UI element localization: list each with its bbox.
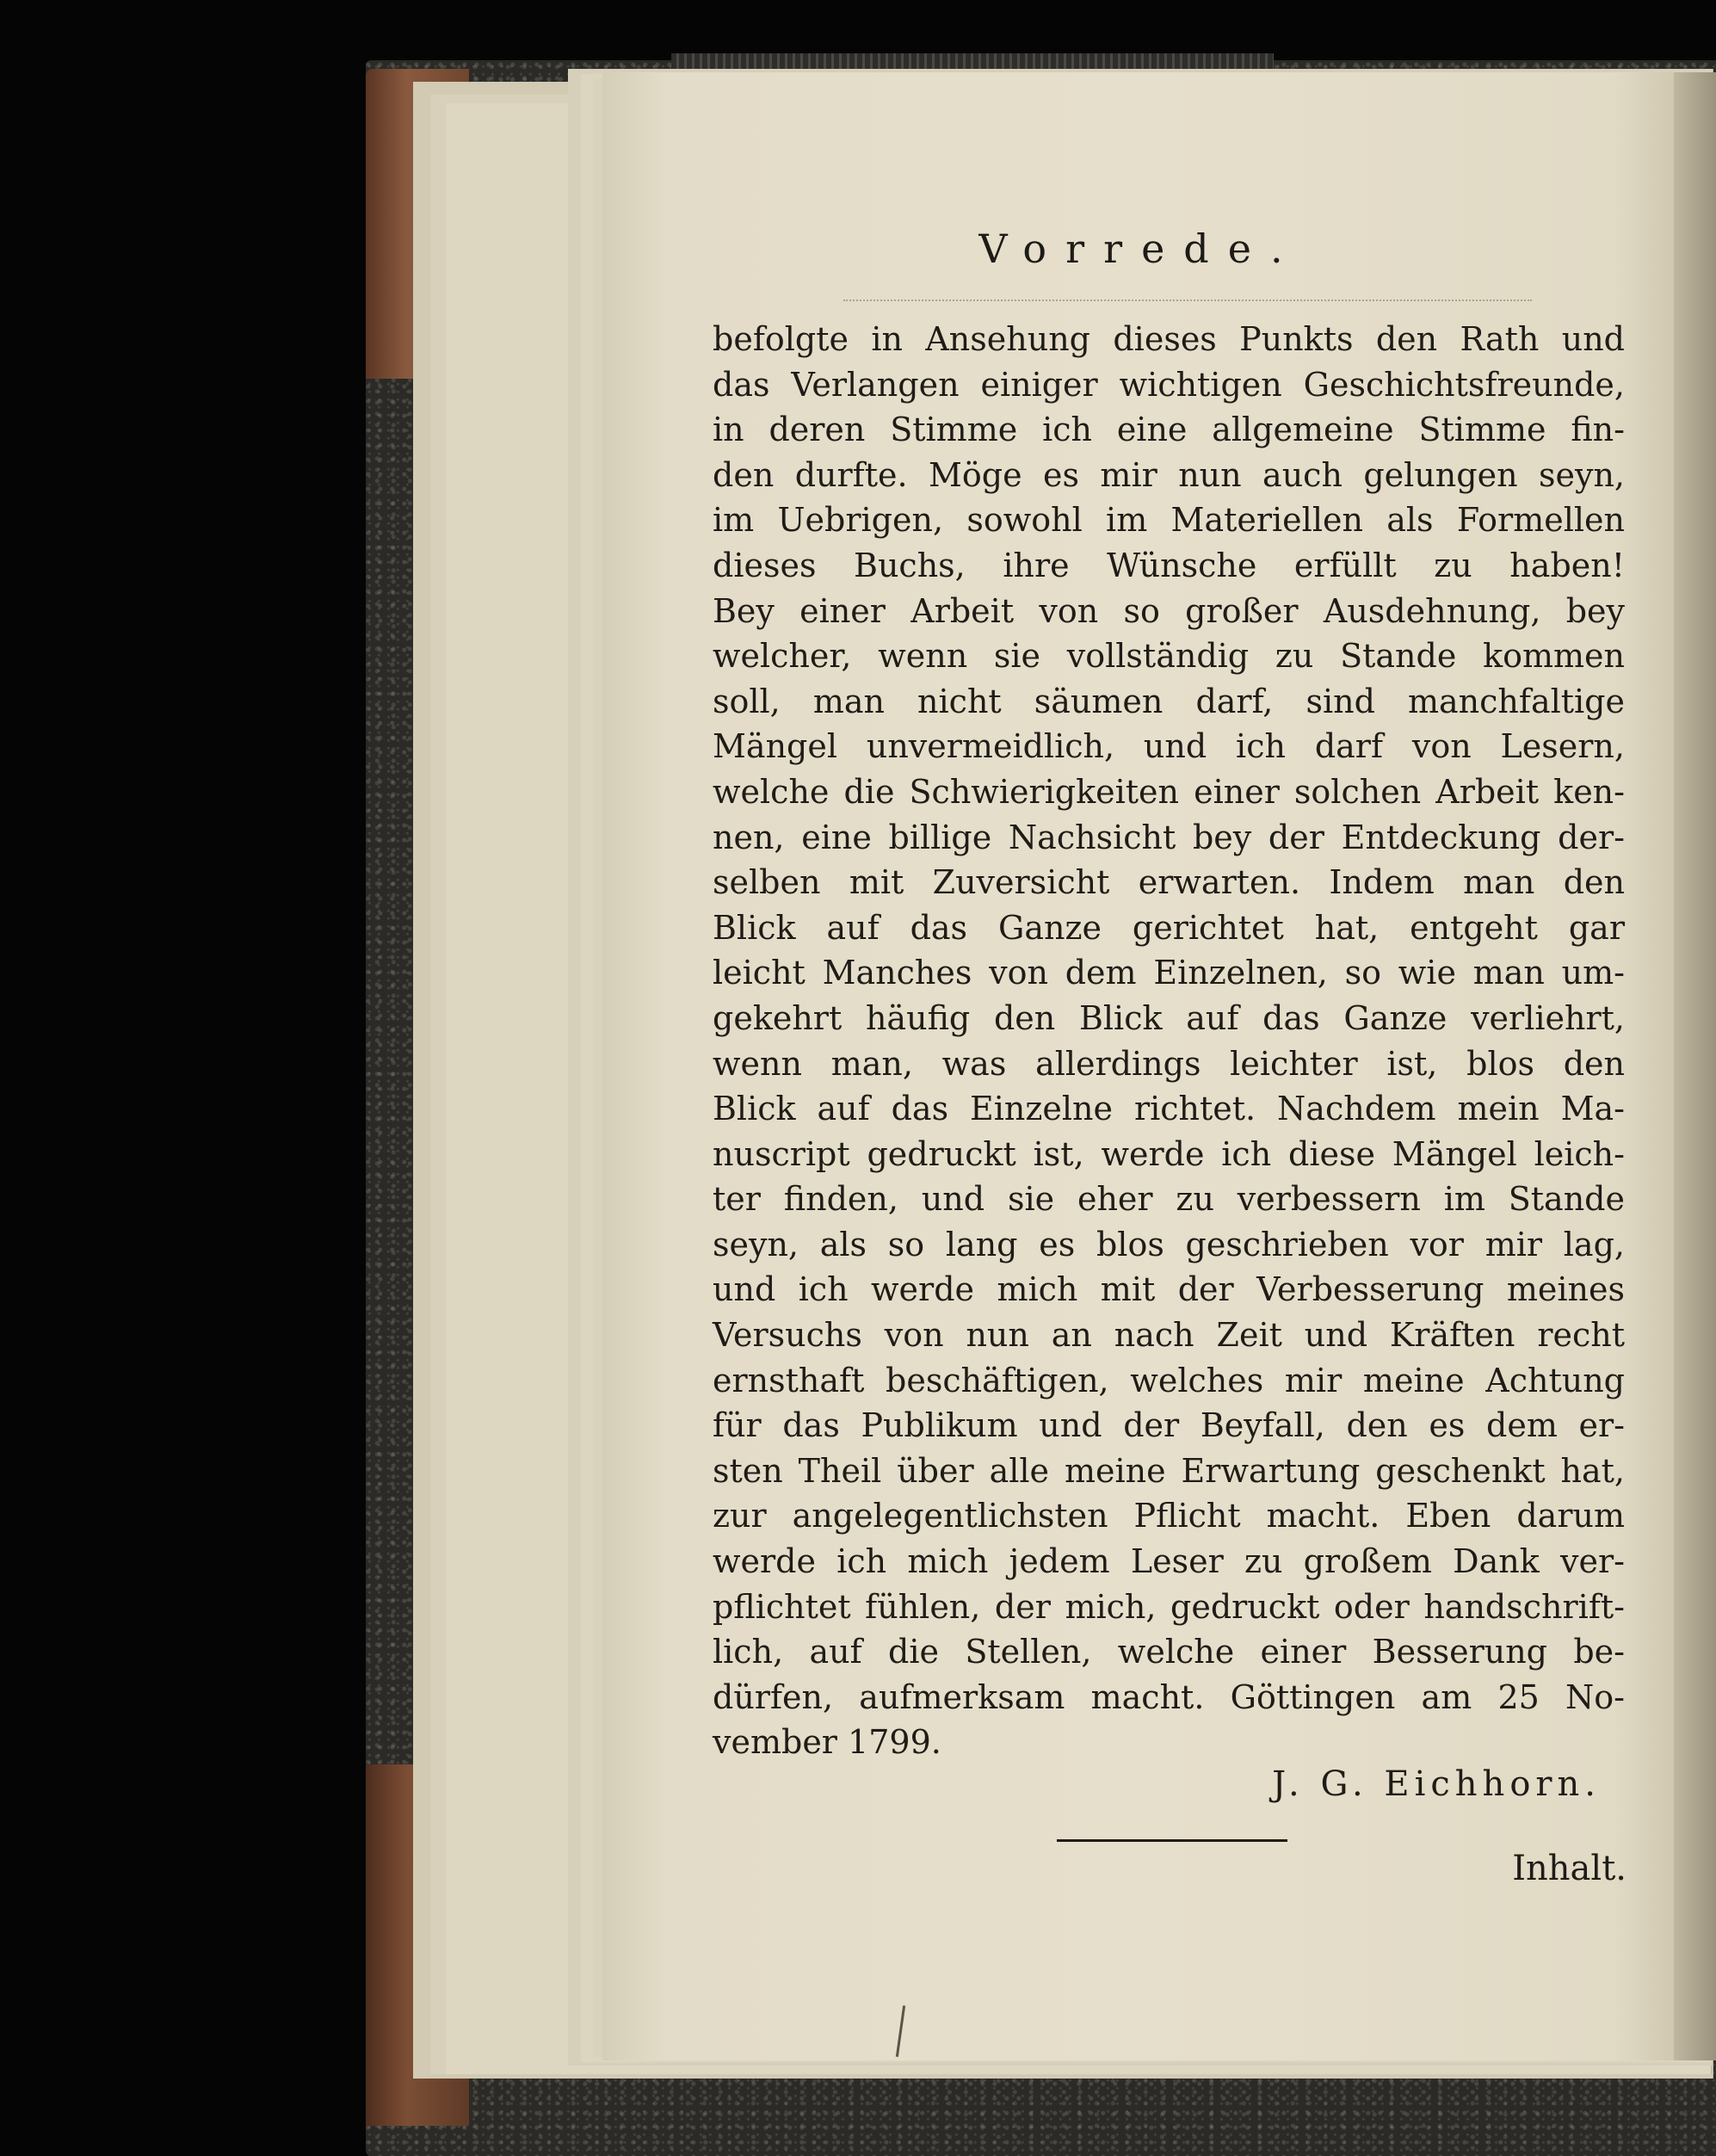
text-line: Blick auf das Einzelne richtet. Nachdem mein Ma- (713, 1090, 1625, 1128)
text-line: welche die Schwierigkeiten einer solchen Arbeit ken- (713, 772, 1625, 811)
text-line: sten Theil über alle meine Erwartung geschenkt hat, (713, 1451, 1625, 1490)
text-line: nen, eine billige Nachsicht bey der Entdeckung der- (713, 818, 1625, 856)
page-gutter-shadow (1674, 72, 1716, 2060)
text-line: soll, man nicht säumen darf, sind manchfaltige (713, 682, 1625, 720)
text-line: befolgte in Ansehung dieses Punkts den Rath und (713, 320, 1625, 358)
text-line: das Verlangen einiger wichtigen Geschichtsfreunde, (713, 365, 1625, 404)
body-text (713, 317, 1625, 1765)
text-line: welcher, wenn sie vollständig zu Stande kommen (713, 637, 1625, 676)
text-line: Bey einer Arbeit von so großer Ausdehnung, bey (713, 591, 1625, 630)
text-line: Versuchs von nun an nach Zeit und Kräften recht (713, 1316, 1625, 1355)
text-line: gekehrt häufig den Blick auf das Ganze verliehrt, (713, 998, 1625, 1037)
text-line: wenn man, was allerdings leichter ist, blos den (713, 1044, 1625, 1083)
text-line: werde ich mich jedem Leser zu großem Dank ver- (713, 1542, 1625, 1581)
text-line: selben mit Zuversicht erwarten. Indem man den (713, 863, 1625, 902)
text-line: ter finden, und sie eher zu verbessern im Stande (713, 1180, 1625, 1219)
text-line: für das Publikum und der Beyfall, den es dem er- (713, 1406, 1625, 1445)
text-line: seyn, als so lang es blos geschrieben vor mir lag, (713, 1225, 1625, 1263)
text-line: nuscript gedruckt ist, werde ich diese Mängel leich- (713, 1134, 1625, 1173)
signature-rule (1057, 1839, 1287, 1842)
text-line: den durfte. Möge es mir nun auch gelungen seyn, (713, 455, 1625, 494)
text-line: im Uebrigen, sowohl im Materiellen als Formellen (713, 501, 1625, 540)
text-line: leicht Manches von dem Einzelnen, so wie man um- (713, 954, 1625, 992)
text-line: in deren Stimme ich eine allgemeine Stimme fin- (713, 411, 1625, 449)
author-signature: J. G. Eichhorn. (1272, 1764, 1601, 1804)
text-line: und ich werde mich mit der Verbesserung meines (713, 1270, 1625, 1309)
text-line: lich, auf die Stellen, welche einer Besserung be- (713, 1633, 1625, 1671)
text-line: Blick auf das Ganze gerichtet hat, entgeht gar (713, 908, 1625, 947)
text-line: vember 1799. (713, 1723, 941, 1762)
running-head: Vorrede. (978, 225, 1302, 272)
catchword: Inhalt. (1512, 1849, 1626, 1888)
text-line: zur angelegentlichsten Pflicht macht. Eben darum (713, 1497, 1625, 1535)
text-line: dieses Buchs, ihre Wünsche erfüllt zu haben! (713, 546, 1625, 584)
text-line: ernsthaft beschäftigen, welches mir meine Achtung (713, 1361, 1625, 1399)
text-line: pflichtet fühlen, der mich, gedruckt oder handschrift- (713, 1587, 1625, 1626)
text-line: Mängel unvermeidlich, und ich darf von Lesern, (713, 727, 1625, 766)
header-rule (843, 300, 1532, 301)
text-line: dürfen, aufmerksam macht. Göttingen am 25 No- (713, 1677, 1625, 1716)
